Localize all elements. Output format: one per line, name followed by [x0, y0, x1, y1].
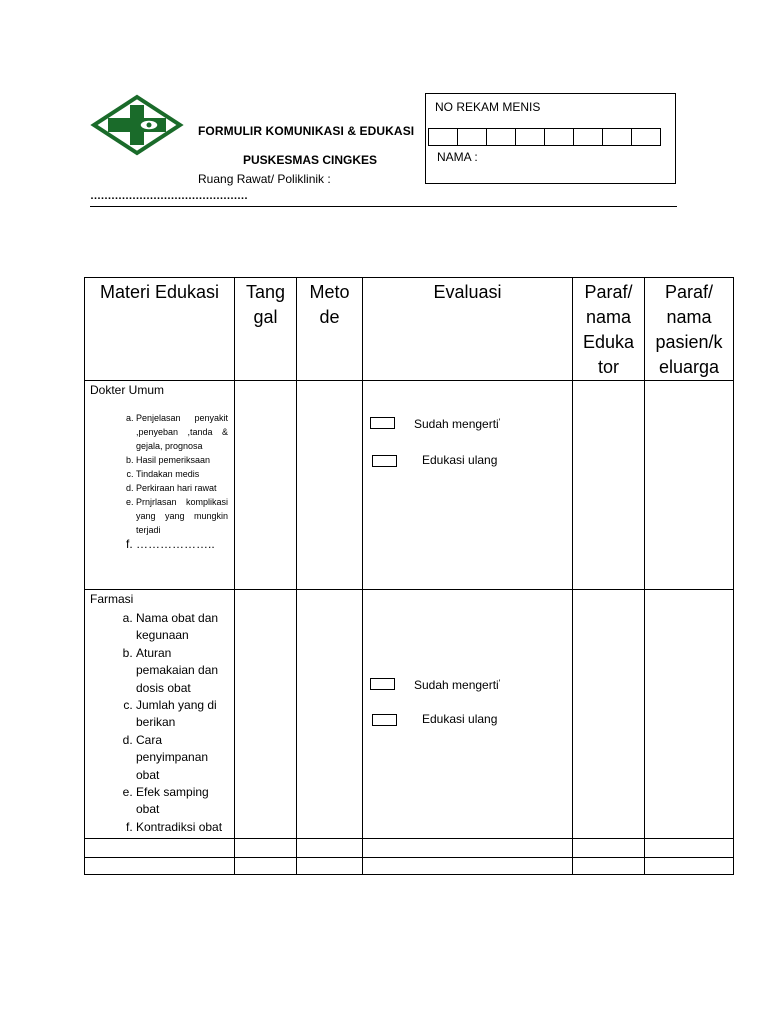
record-number-label: NO REKAM MENIS	[435, 100, 541, 114]
paraf-pasien-cell[interactable]	[645, 590, 734, 839]
table-row	[85, 858, 734, 875]
header-divider	[90, 206, 677, 207]
empty-cell[interactable]	[85, 858, 235, 875]
table-row	[85, 381, 734, 590]
form-title: FORMULIR KOMUNIKASI & EDUKASI	[198, 124, 415, 138]
education-table	[84, 277, 734, 875]
materi-cell	[85, 381, 235, 590]
header-metode: Meto de	[297, 278, 363, 381]
list-item[interactable]: f. ………………..	[136, 537, 228, 551]
record-digit-cell[interactable]	[428, 128, 458, 146]
materi-list	[85, 610, 228, 836]
tanggal-cell[interactable]	[235, 590, 297, 839]
header-paraf-edukator: Paraf/ nama Eduka tor	[573, 278, 645, 381]
empty-cell[interactable]	[573, 858, 645, 875]
edukasi-ulang-label: Edukasi ulang	[422, 712, 498, 726]
record-digit-cell[interactable]	[544, 128, 574, 146]
header-paraf-pasien: Paraf/ nama pasien/k eluarga	[645, 278, 734, 381]
facility-name: PUSKESMAS CINGKES	[243, 153, 378, 167]
empty-cell[interactable]	[363, 839, 573, 858]
empty-cell[interactable]	[85, 839, 235, 858]
evaluasi-cell	[363, 590, 573, 839]
materi-cell	[85, 590, 235, 839]
header-tanggal: Tang gal	[235, 278, 297, 381]
list-item: c. Tindakan medis	[136, 467, 228, 481]
list-item: d. Cara penyimpanan obat	[136, 732, 228, 784]
empty-cell[interactable]	[645, 858, 734, 875]
record-number-cells	[429, 128, 661, 146]
sudah-mengerti-label: Sudah mengerti'	[414, 417, 501, 431]
edukasi-ulang-checkbox[interactable]	[372, 714, 397, 726]
empty-cell[interactable]	[297, 839, 363, 858]
empty-cell[interactable]	[297, 858, 363, 875]
list-item: b. Aturan pemakaian dan dosis obat	[136, 645, 228, 697]
record-digit-cell[interactable]	[486, 128, 516, 146]
list-item: a. Penjelasan penyakit ,penyeban ,tanda & gejala, prognosa	[136, 411, 228, 453]
empty-cell[interactable]	[573, 839, 645, 858]
header-evaluasi: Evaluasi	[363, 278, 573, 381]
list-item: e. Efek samping obat	[136, 784, 228, 819]
room-blank-line[interactable]: ………………………………………	[90, 190, 248, 202]
edukasi-ulang-label: Edukasi ulang	[422, 453, 498, 467]
metode-cell[interactable]	[297, 590, 363, 839]
paraf-pasien-cell[interactable]	[645, 381, 734, 590]
list-item: b. Hasil pemeriksaan	[136, 453, 228, 467]
list-item: d. Perkiraan hari rawat	[136, 481, 228, 495]
tanggal-cell[interactable]	[235, 381, 297, 590]
record-digit-cell[interactable]	[515, 128, 545, 146]
metode-cell[interactable]	[297, 381, 363, 590]
list-item: f. Kontradiksi obat	[136, 819, 228, 836]
list-item: a. Nama obat dan kegunaan	[136, 610, 228, 645]
empty-cell[interactable]	[363, 858, 573, 875]
sudah-mengerti-label: Sudah mengerti'	[414, 678, 501, 692]
header-materi: Materi Edukasi	[85, 278, 235, 381]
patient-name-label: NAMA :	[437, 150, 478, 164]
table-row	[85, 839, 734, 858]
puskesmas-logo-icon	[90, 93, 184, 157]
section-title: Farmasi	[90, 592, 134, 606]
section-title: Dokter Umum	[90, 383, 165, 397]
evaluasi-cell	[363, 381, 573, 590]
paraf-edukator-cell[interactable]	[573, 381, 645, 590]
list-item: c. Jumlah yang di berikan	[136, 697, 228, 732]
sudah-mengerti-checkbox[interactable]	[370, 417, 395, 429]
table-header-row	[85, 278, 734, 381]
record-digit-cell[interactable]	[631, 128, 661, 146]
sudah-mengerti-checkbox[interactable]	[370, 678, 395, 690]
edukasi-ulang-checkbox[interactable]	[372, 455, 397, 467]
list-item: e. Prnjrlasan komplikasi yang yang mungkin terjadi	[136, 495, 228, 537]
record-digit-cell[interactable]	[457, 128, 487, 146]
empty-cell[interactable]	[235, 839, 297, 858]
empty-cell[interactable]	[645, 839, 734, 858]
paraf-edukator-cell[interactable]	[573, 590, 645, 839]
empty-cell[interactable]	[235, 858, 297, 875]
record-number-box	[425, 93, 676, 184]
record-digit-cell[interactable]	[602, 128, 632, 146]
materi-list	[85, 411, 228, 551]
record-digit-cell[interactable]	[573, 128, 603, 146]
room-label: Ruang Rawat/ Poliklinik :	[198, 172, 331, 186]
table-row	[85, 590, 734, 839]
